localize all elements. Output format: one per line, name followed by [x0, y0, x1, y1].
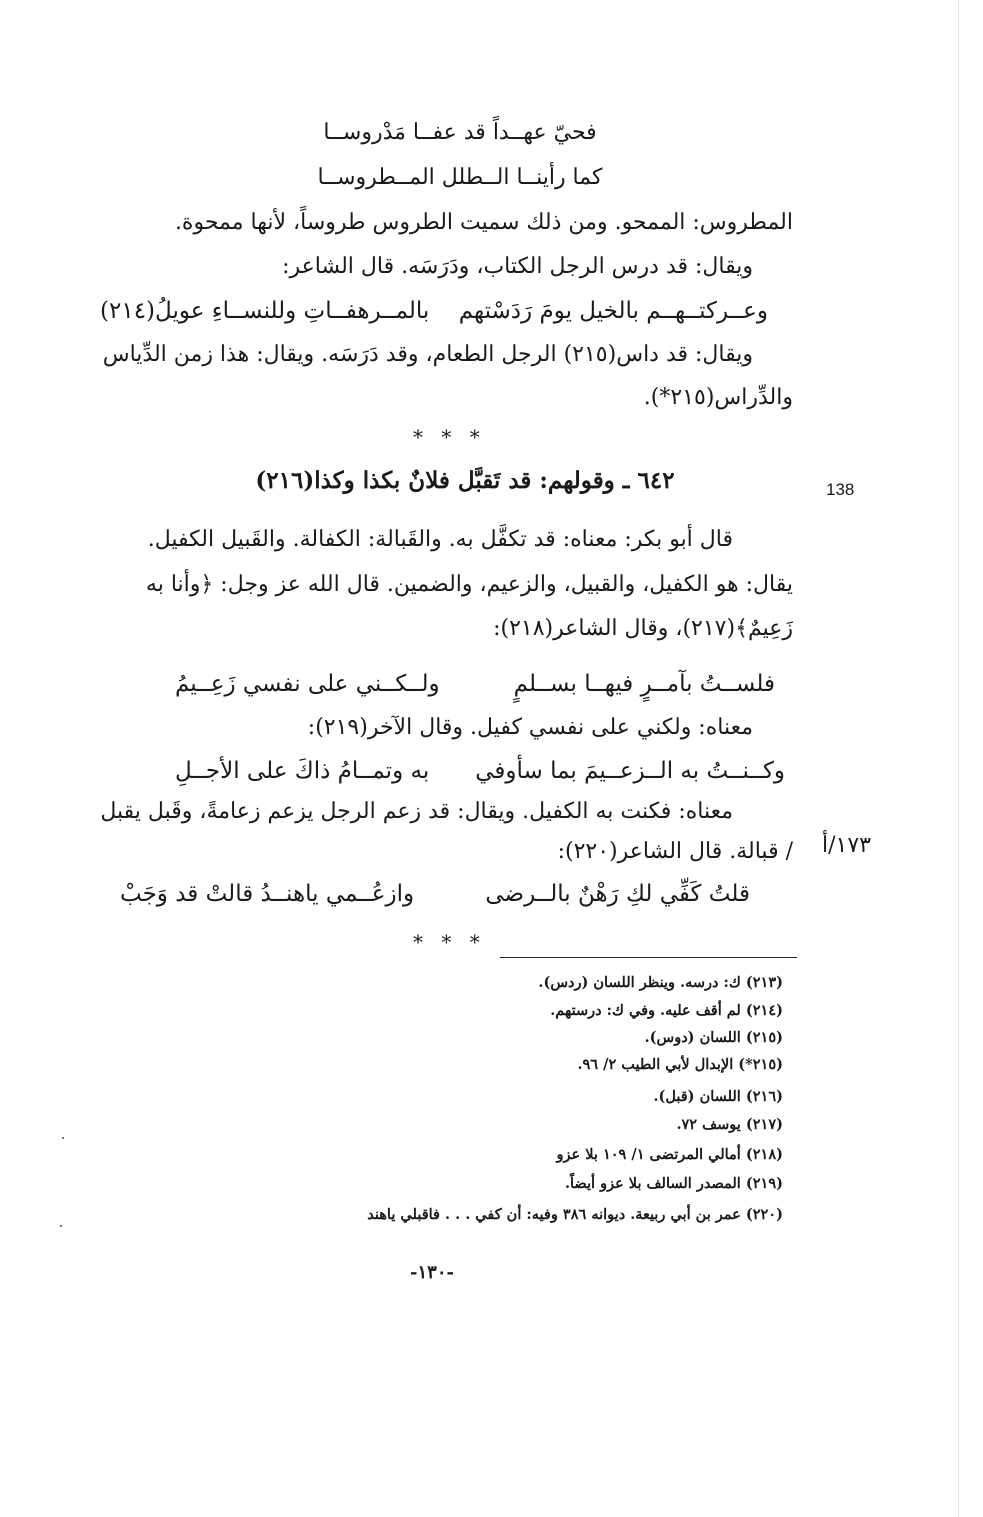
scan-edge-line: [958, 0, 959, 1517]
paragraph-line: / قبالة. قال الشاعر(٢٢٠):: [557, 839, 793, 864]
footnote: (٢١٤) لم أقف عليه. وفي ك: درستهم.: [550, 1002, 783, 1019]
footnote: (٢٢٠) عمر بن أبي ربيعة. ديوانه ٣٨٦ وفيه: أن كفي . . . فاقبلي ياهند: [367, 1206, 783, 1223]
paragraph-line: معناه: فكنت به الكفيل. ويقال: قد زعم الرجل يزعم زعامةً، وقَبل يقبل: [100, 799, 733, 824]
paragraph-line: قال أبو بكر: معناه: قد تكفَّل به. والقَبالة: الكفالة. والقَبيل الكفيل.: [147, 527, 733, 552]
folio-reference: ١٧٣/أ: [822, 833, 871, 858]
paragraph-line: ويقال: قد درس الرجل الكتاب، ودَرَسَه. قال الشاعر:: [282, 254, 753, 279]
verse-hemistich-first: فلســتُ بآمــرٍ فيهــا بســلمٍ: [513, 671, 775, 697]
footnote: (٢١٥) اللسان (دوس).: [644, 1029, 783, 1046]
verse-hemistich-first: وكــنــتُ به الــزعــيمَ بما سأوفي: [475, 758, 785, 784]
paragraph-line: معناه: ولكني على نفسي كفيل. وقال الآخر(٢١٩):: [307, 715, 753, 740]
verse-hemistich-second: وازعُــمي ياهنــدُ قالتْ قد وَجَبْ: [120, 881, 415, 907]
paragraph-line: يقال: هو الكفيل، والقبيل، والزعيم، والضمين. قال الله عز وجل: ﴿وأنا به: [145, 572, 793, 597]
margin-number: 138: [826, 480, 855, 499]
section-separator: * * *: [413, 930, 486, 954]
verse-line-2: كما رأينــا الــطلل المــطروســا: [317, 165, 603, 190]
footnote: (٢١٥*) الإبدال لأبي الطيب ٢/ ٩٦.: [577, 1056, 783, 1073]
paragraph-line: زَعِيمٌ﴾(٢١٧)، وقال الشاعر(٢١٨):: [493, 616, 793, 641]
section-separator: * * *: [413, 425, 486, 449]
footnote: (٢١٣) ك: درسه. وينظر اللسان (ردس).: [538, 974, 783, 991]
poetry-verse: [175, 668, 775, 700]
section-heading: ٦٤٢ ـ وقولهم: قد تَقبَّل فلانٌ بكذا وكذا(٢١٦): [255, 467, 675, 494]
page-number: -١٣٠-: [410, 1262, 454, 1283]
footnote: (٢١٨) أمالي المرتضى ١/ ١٠٩ بلا عزو: [556, 1146, 783, 1163]
footnote: (٢١٩) المصدر السالف بلا عزو أيضاً.: [564, 1175, 783, 1192]
verse-hemistich-second: ولــكــني على نفسي زَعِــيمُ: [175, 671, 440, 697]
verse-hemistich-first: قلتُ كَفِّي لكِ رَهْنٌ بالــرضى: [485, 881, 750, 907]
scan-speck: [60, 1225, 62, 1227]
poetry-verse: [120, 878, 750, 910]
verse-line-1: فحيّ عهــداً قد عفــا مَدْروســا: [323, 120, 597, 145]
verse-hemistich-first: وعــركتــهــم بالخيل يومَ رَدَسْتهم: [458, 298, 768, 324]
scan-speck: [62, 1137, 64, 1139]
footnote-rule: [500, 957, 797, 958]
verse-hemistich-second: به وتمــامُ ذاكَ على الأجــلِ: [175, 758, 430, 784]
footnote: (٢١٦) اللسان (قبل).: [653, 1088, 783, 1105]
footnote: (٢١٧) يوسف ٧٢.: [676, 1116, 783, 1133]
paragraph-line: ويقال: قد داس(٢١٥) الرجل الطعام، وقد دَرَسَه. ويقال: هذا زمن الدِّياس: [102, 342, 753, 367]
poetry-verse: [100, 295, 768, 327]
verse-hemistich-second: بالمــرهفــاتِ وللنســاءِ عويلُ(٢١٤): [100, 298, 430, 324]
paragraph-line: المطروس: الممحو. ومن ذلك سميت الطروس طروساً، لأنها ممحوة.: [174, 210, 793, 235]
poetry-verse: [175, 755, 785, 787]
paragraph-line: والدِّراس(٢١٥*).: [643, 385, 793, 410]
